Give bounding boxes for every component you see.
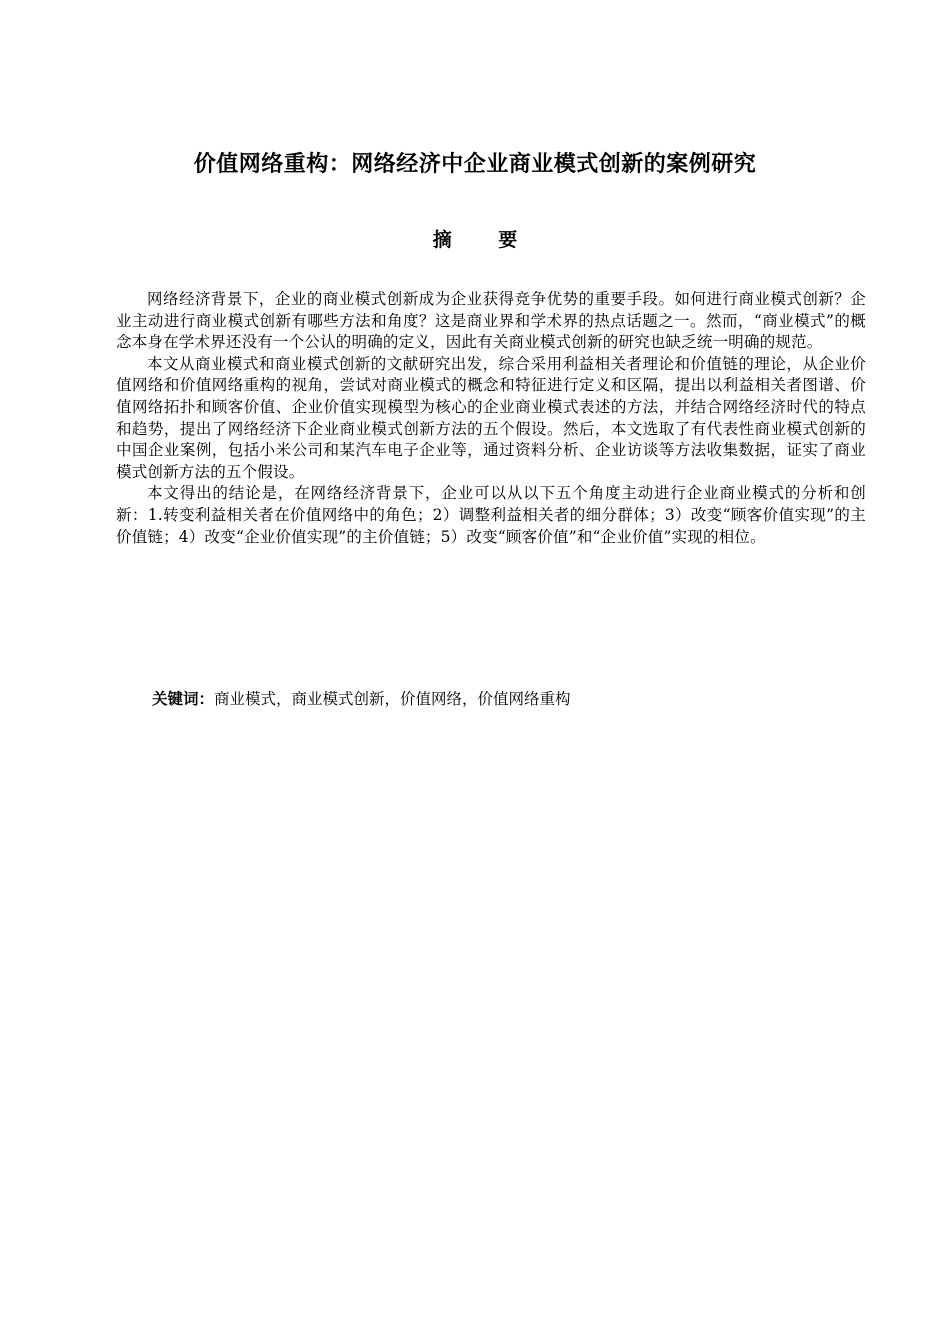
abstract-heading: 摘 要	[432, 229, 538, 251]
abstract-body	[116, 289, 866, 548]
keywords-value: 商业模式，商业模式创新，价值网络，价值网络重构	[214, 690, 571, 708]
keywords-line	[152, 688, 866, 710]
page-title: 价值网络重构：网络经济中企业商业模式创新的案例研究	[193, 152, 757, 177]
abstract-paragraph: 本文得出的结论是，在网络经济背景下，企业可以从以下五个角度主动进行企业商业模式的分析和创新：1.转变利益相关者在价值网络中的角色；2）调整利益相关者的细分群体；3）改变“顾客价值实现”的主价值链；4）改变“企业价值实现”的主价值链；5）改变“顾客价值”和“企业价值”实现的相位。	[116, 484, 866, 546]
abstract-paragraph: 网络经济背景下，企业的商业模式创新成为企业获得竞争优势的重要手段。如何进行商业模式创新？企业主动进行商业模式创新有哪些方法和角度？这是商业界和学术界的热点话题之一。然而，“商业模式”的概念本身在学术界还没有一个公认的明确的定义，因此有关商业模式创新的研究也缺乏统一明确的规范。	[116, 290, 866, 352]
keywords-label: 关键词：	[152, 690, 215, 708]
abstract-paragraph: 本文从商业模式和商业模式创新的文献研究出发，综合采用利益相关者理论和价值链的理论，从企业价值网络和价值网络重构的视角，尝试对商业模式的概念和特征进行定义和区隔，提出以利益相关者图谱、价值网络拓扑和顾客价值、企业价值实现模型为核心的企业商业模式表述的方法，并结合网络经济时代的特点和趋势，提出了网络经济下企业商业模式创新方法的五个假设。然后，本文选取了有代表性商业模式创新的中国企业案例，包括小米公司和某汽车电子企业等，通过资料分析、企业访谈等方法收集数据，证实了商业模式创新方法的五个假设。	[116, 354, 866, 481]
